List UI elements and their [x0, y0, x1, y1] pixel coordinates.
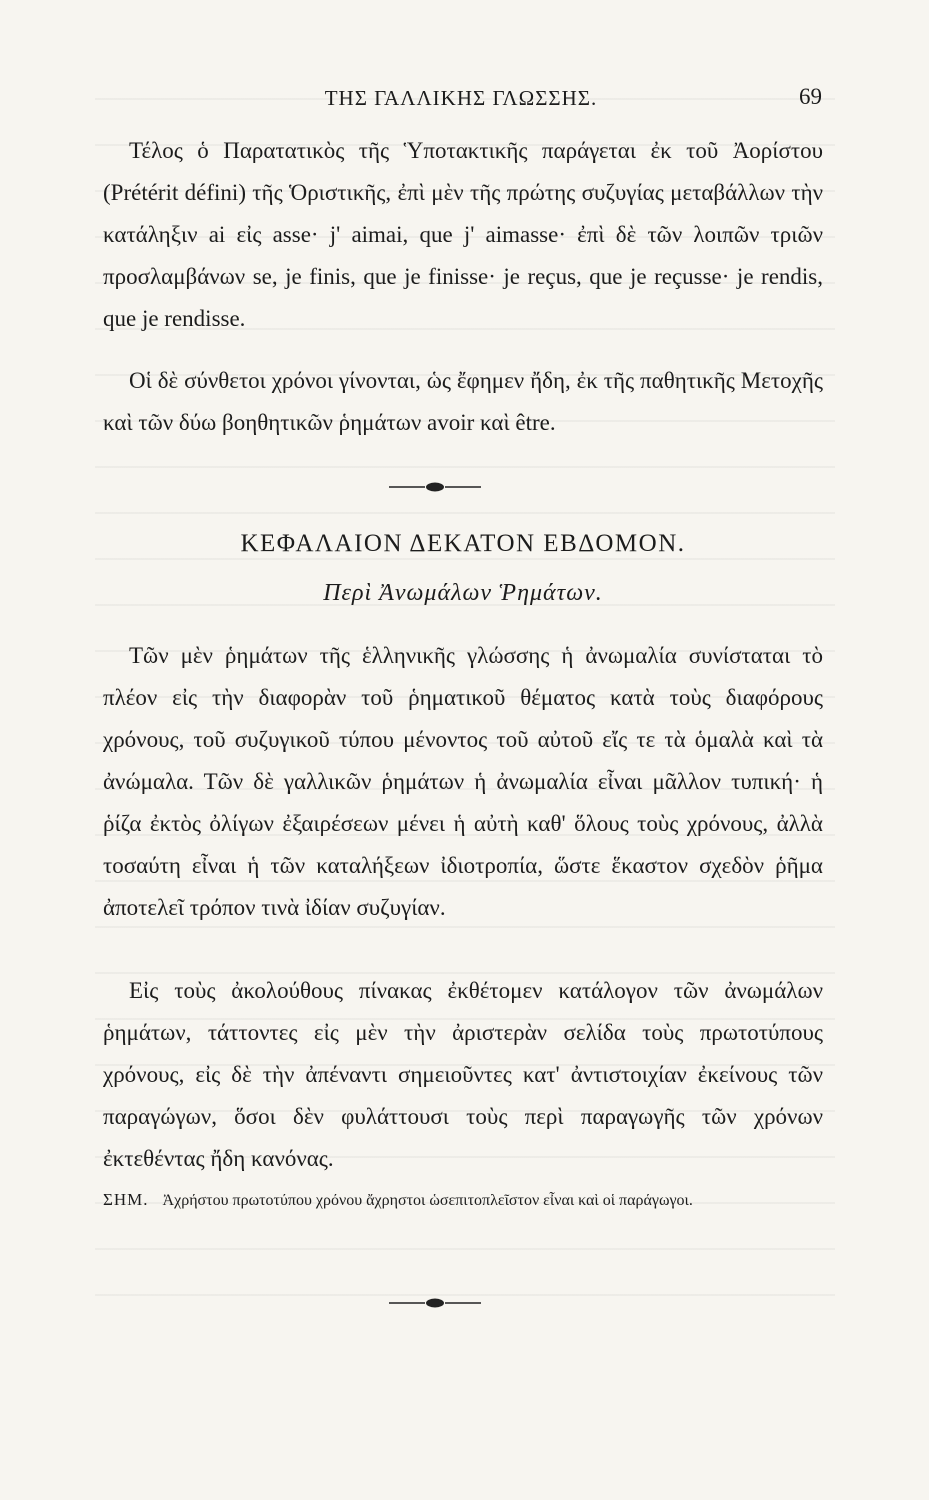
- chapter-subtitle: Περὶ Ἀνωμάλων Ῥημάτων.: [323, 580, 603, 606]
- paragraph-preterit: Τέλος ὁ Παρατατικὸς τῆς Ὑποτακτικῆς παράγεται ἐκ τοῦ Ἀορίστου (Prétérit défini) τῆς Ὁριστικῆς, ἐπὶ μὲν τῆς πρώτης συζυγίας μεταβάλλων τὴν κατάληξιν ai εἰς asse· j' aimai, que j' aimasse· ἐπὶ δὲ τῶν λοιπῶν τριῶν προσλαμβάνων se, je finis, que je finisse· je reçus, que je reçusse· je rendis, que je rendisse.: [103, 138, 823, 331]
- running-head: [100, 80, 822, 114]
- section-ornament-icon: [385, 480, 485, 494]
- paragraph-irregularity: Τῶν μὲν ῥημάτων τῆς ἑλληνικῆς γλώσσης ἡ ἀνωμαλία συνίσταται τὸ πλέον εἰς τὴν διαφορὰν τοῦ ῥηματικοῦ θέματος κατὰ τοὺς διαφόρους χρόνους, τοῦ συζυγικοῦ τύπου μένοντος τοῦ αὐτοῦ εἴς τε τὰ ὁμαλὰ καὶ τὰ ἀνώμαλα. Τῶν δὲ γαλλικῶν ῥημάτων ἡ ἀνωμαλία εἶναι μᾶλλον τυπική· ἡ ῥίζα ἐκτὸς ὀλίγων ἐξαιρέσεων μένει ἡ αὐτὴ καθ' ὅλους τοὺς χρόνους, ἀλλὰ τοσαύτη εἶναι ἡ τῶν καταλήξεων ἰδιοτροπία, ὥστε ἕκαστον σχεδὸν ῥῆμα ἀποτελεῖ τρόπον τινὰ ἰδίαν συζυγίαν.: [103, 643, 823, 920]
- end-ornament-icon: [385, 1296, 485, 1310]
- paragraph-block: [103, 130, 823, 340]
- paragraph-block: [103, 635, 823, 929]
- paragraph-block: [103, 970, 823, 1180]
- footnote-text: Ἀχρήστου πρωτοτύπου χρόνου ἄχρηστοι ὡσεπιτοπλεῖστον εἶναι καὶ οἱ παράγωγοι.: [162, 1192, 693, 1209]
- paragraph-tables-intro: Εἰς τοὺς ἀκολούθους πίνακας ἐκθέτομεν κατάλογον τῶν ἀνωμάλων ῥημάτων, τάττοντες εἰς μὲν τὴν ἀριστερὰν σελίδα τοὺς πρωτοτύπους χρόνους, εἰς δὲ τὴν ἀπέναντι σημειοῦντες κατ' ἀντιστοιχίαν ἐκείνους τῶν παραγώγων, ὅσοι δὲν φυλάττουσι τοὺς περὶ παραγωγῆς τῶν χρόνων ἐκτεθέντας ἤδη κανόνας.: [103, 978, 823, 1171]
- paragraph-block: [103, 360, 823, 444]
- running-title: ΤΗΣ ΓΑΛΛΙΚΗΣ ΓΛΩΣΣΗΣ.: [324, 86, 598, 110]
- footnote-label: ΣΗΜ.: [103, 1190, 149, 1209]
- paragraph-compound-tenses: Οἱ δὲ σύνθετοι χρόνοι γίνονται, ὡς ἔφημεν ἤδη, ἐκ τῆς παθητικῆς Μετοχῆς καὶ τῶν δύω βοηθητικῶν ῥημάτων avoir καὶ être.: [103, 368, 823, 435]
- page-number: 69: [799, 84, 822, 109]
- chapter-title: ΚΕΦΑΛΑΙΟΝ ΔΕΚΑΤΟΝ ΕΒΔΟΜΟΝ.: [240, 530, 686, 557]
- footnote: [103, 1186, 823, 1215]
